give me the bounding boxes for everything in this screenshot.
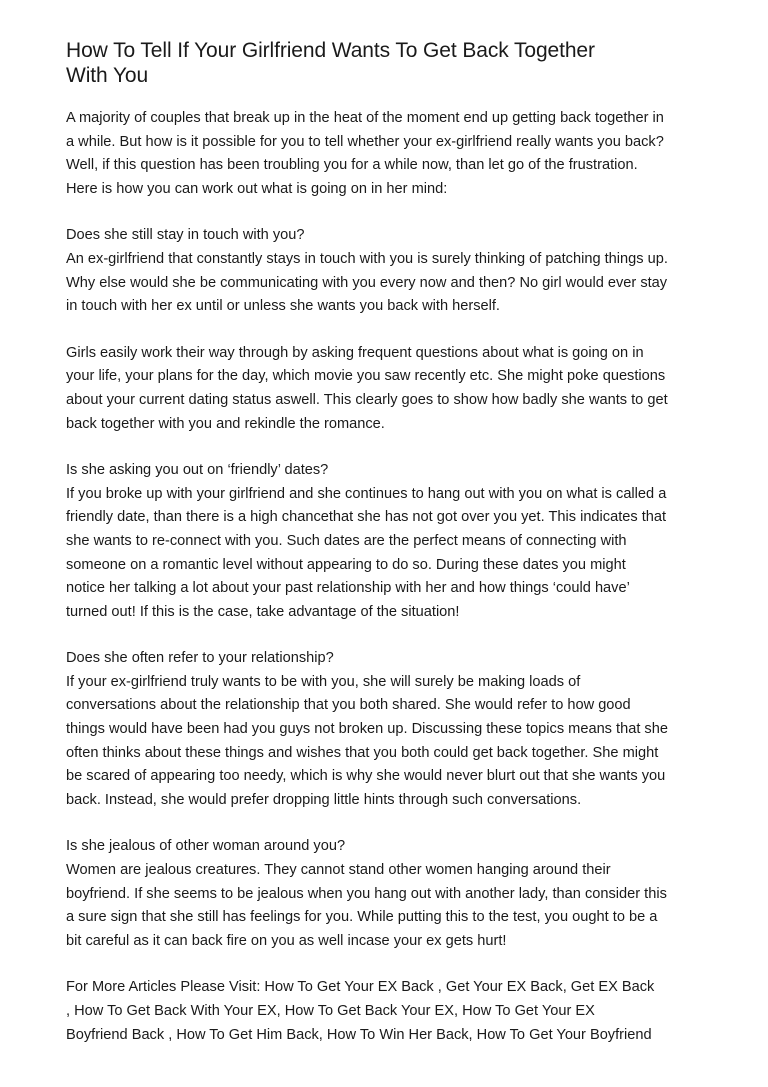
text-line: If your ex-girlfriend truly wants to be with you, she will surely be making loads of (66, 673, 581, 690)
text-line: a sure sign that she still has feelings for you. While putting this to the test, you ought to be a (66, 909, 658, 926)
text-line: Girls easily work their way through by asking frequent questions about what is going on in (66, 344, 644, 361)
text-line: she wants to re-connect with you. Such dates are the perfect means of connecting with (66, 532, 627, 549)
document-page (66, 38, 712, 1070)
title-line: With You (66, 64, 149, 87)
text-line: things would have been had you guys not broken up. Discussing these topics means that she (66, 721, 668, 738)
text-line: An ex-girlfriend that constantly stays in touch with you is surely thinking of patching things up. (66, 250, 668, 267)
section-friendly-dates (66, 459, 712, 624)
section-stay-in-touch (66, 224, 712, 318)
text-line: about your current dating status aswell. This clearly goes to show how badly she wants to get (66, 391, 668, 408)
section-jealous (66, 835, 712, 953)
paragraph-questions (66, 342, 712, 436)
section-heading: Does she often refer to your relationship? (66, 650, 334, 667)
text-line: For More Articles Please Visit: How To Get Your EX Back , Get Your EX Back, Get EX Back (66, 979, 655, 996)
text-line: back together with you and rekindle the romance. (66, 415, 385, 432)
title-line: How To Tell If Your Girlfriend Wants To Get Back Together (66, 39, 595, 62)
text-line: Women are jealous creatures. They cannot stand other women hanging around their (66, 862, 611, 879)
text-line: conversations about the relationship that you both shared. She would refer to how good (66, 697, 631, 714)
text-line: Why else would she be communicating with you every now and then? No girl would ever stay (66, 274, 668, 291)
text-line: your life, your plans for the day, which movie you saw recently etc. She might poke questions (66, 368, 666, 385)
text-line: bit careful as it can back fire on you as well incase your ex gets hurt! (66, 932, 507, 949)
text-line: If you broke up with your girlfriend and she continues to hang out with you on what is called a (66, 485, 667, 502)
section-heading: Is she asking you out on ‘friendly’ dates? (66, 462, 329, 479)
document-title (66, 38, 712, 88)
section-refer-relationship (66, 647, 712, 812)
text-line: often thinks about these things and wishes that you both could get back together. She might (66, 744, 659, 761)
text-line: friendly date, than there is a high chancethat she has not got over you yet. This indicates that (66, 509, 667, 526)
text-line: A majority of couples that break up in the heat of the moment end up getting back together in (66, 110, 664, 126)
text-line: Here is how you can work out what is going on in her mind: (66, 180, 448, 197)
text-line: Boyfriend Back , How To Get Him Back, How To Win Her Back, How To Get Your Boyfriend (66, 1026, 652, 1043)
intro-paragraph (66, 107, 712, 201)
text-line: Well, if this question has been troubling you for a while now, than let go of the frustration. (66, 157, 638, 174)
section-heading: Is she jealous of other woman around you? (66, 838, 346, 855)
text-line: boyfriend. If she seems to be jealous when you hang out with another lady, than consider this (66, 885, 667, 902)
text-line: notice her talking a lot about your past relationship with her and how things ‘could have’ (66, 580, 630, 597)
section-heading: Does she still stay in touch with you? (66, 227, 305, 244)
more-articles-paragraph (66, 976, 712, 1047)
text-line: turned out! If this is the case, take advantage of the situation! (66, 603, 460, 620)
text-line: be scared of appearing too needy, which is why she would never blurt out that she wants you (66, 768, 666, 785)
text-line: in touch with her ex until or unless she wants you back with herself. (66, 298, 500, 315)
text-line: someone on a romantic level without appearing to do so. During these dates you might (66, 556, 626, 573)
text-line: back. Instead, she would prefer dropping little hints through such conversations. (66, 791, 582, 808)
text-line: , How To Get Back With Your EX, How To Get Back Your EX, How To Get Your EX (66, 1003, 595, 1019)
text-line: a while. But how is it possible for you to tell whether your ex-girlfriend really wants you back? (66, 133, 664, 150)
